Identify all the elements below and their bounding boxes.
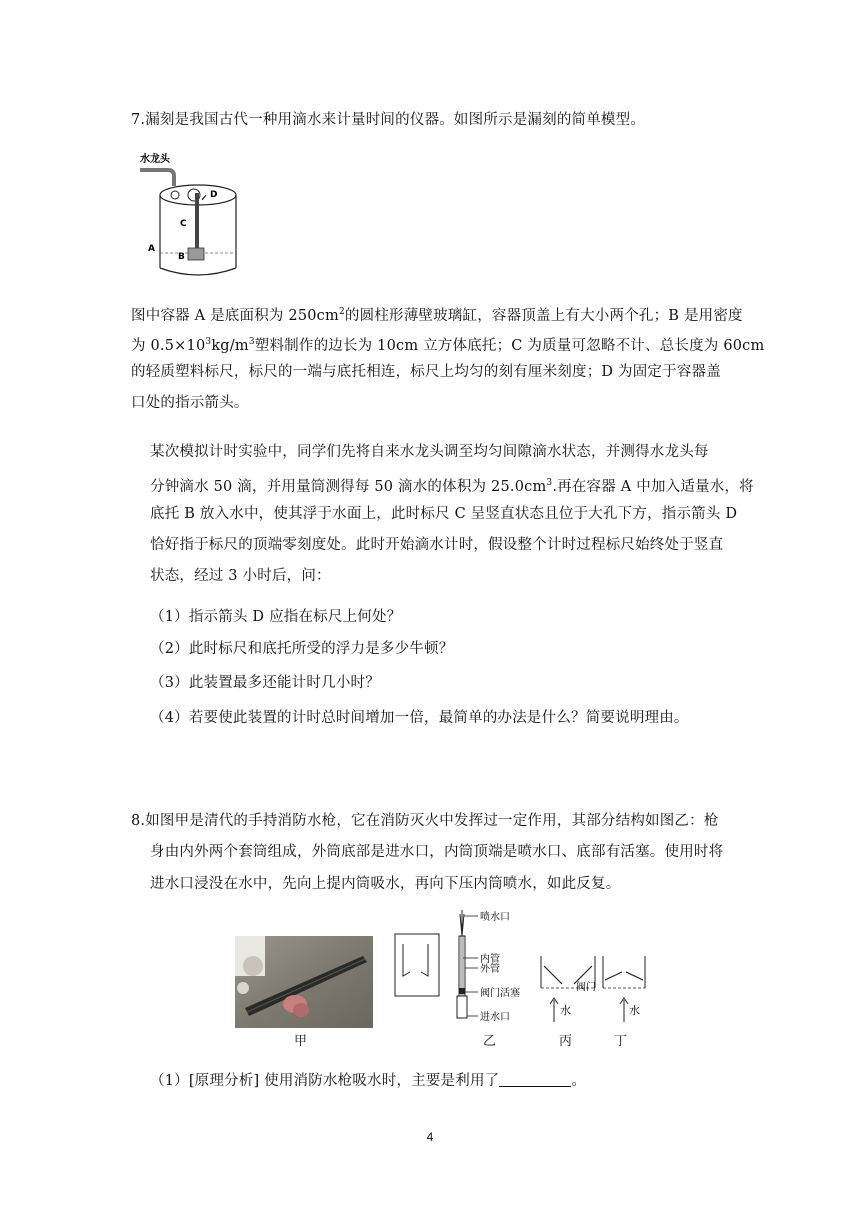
fire-water-gun-photo (235, 936, 373, 1028)
inner-tube-label: 内管 (480, 954, 500, 965)
clepsydra-figure (138, 148, 248, 278)
label-c: C (180, 219, 187, 229)
q7-desc-line1: 图中容器 A 是底面积为 $250cm^2$的圆柱形薄壁玻璃缸，容器顶盖上有大小两个孔；B 是用密度 (131, 307, 743, 324)
q8-line2: 身由内外两个套筒组成，外筒底部是进水口，内筒顶端是喷水口、底部有活塞。使用时将 (150, 844, 724, 860)
valve-piston-label: 阀门活塞 (480, 988, 520, 999)
ruler-c (195, 193, 199, 255)
outer-tube-label: 外管 (480, 964, 500, 975)
q7-sub3: （3）此装置最多还能计时几小时？ (150, 675, 380, 691)
answer-blank[interactable] (499, 1070, 571, 1087)
q8-line3: 进水口浸没在水中，先向上提内筒吸水，再向下压内筒喷水，如此反复。 (150, 876, 621, 892)
q7-sub4: （4）若要使此装置的计时总时间增加一倍，最简单的办法是什么？简要说明理由。 (150, 710, 689, 726)
valve-diagram-ding (598, 954, 658, 1030)
label-b: B (178, 252, 185, 262)
valve-label: 阀门 (576, 982, 596, 993)
q7-exp-line4: 恰好指于标尺的顶端零刻度处。此时开始滴水计时，假设整个计时过程标尺始终处于竖直 (150, 537, 724, 553)
q7-sub2: （2）此时标尺和底托所受的浮力是多少牛顿？ (150, 641, 454, 657)
fig-bing-label: 丙 (559, 1034, 573, 1049)
q7-exp-line2: 分钟滴水 50 滴，并用量筒测得每 50 滴水的体积为 $25.0cm^3$.再在容器 A 中加入适量水，将 (150, 478, 754, 495)
q7-desc-line4: 口处的指示箭头。 (131, 395, 249, 411)
block-b (188, 248, 204, 260)
faucet-label: 水龙头 (140, 154, 170, 165)
water-label-ding: 水 (629, 1004, 640, 1017)
label-a: A (148, 244, 155, 254)
fig-jia-label: 甲 (294, 1034, 308, 1049)
water-label-bing: 水 (560, 1004, 571, 1017)
valve-diagram-bing (536, 954, 606, 1030)
fig-ding-label: 丁 (614, 1034, 628, 1049)
fig-yi-label: 乙 (483, 1034, 497, 1049)
structure-diagram-yi (390, 906, 530, 1036)
q8-line1: 8.如图甲是清代的手持消防水枪，它在消防灭火中发挥过一定作用，其部分结构如图乙：枪 (131, 813, 719, 829)
page-number: 4 (426, 1130, 434, 1144)
faucet-icon (140, 170, 174, 186)
nozzle-label: 喷水口 (480, 912, 510, 923)
q7-exp-line5: 状态，经过 3 小时后，问： (150, 568, 331, 584)
label-d: D (210, 190, 218, 200)
q7-sub1: （1）指示箭头 D 应指在标尺上何处？ (150, 609, 402, 625)
inlet-label: 进水口 (480, 1012, 510, 1023)
q7-exp-line1: 某次模拟计时实验中，同学们先将自来水龙头调至均匀间隙滴水状态，并测得水龙头每 (150, 444, 709, 460)
q7-desc-line2: 为 $0.5\times 10^3kg/m^3$塑料制作的边长为 10cm 立方体底托；C 为质量可忽略不计、总长度为 60cm (131, 337, 765, 354)
q8-sub1: （1）[原理分析] 使用消防水枪吸水时，主要是利用了 。 (150, 1070, 586, 1092)
q7-desc-line3: 的轻质塑料标尺，标尺的一端与底托相连，标尺上均匀的刻有厘米刻度；D 为固定于容器盖 (131, 364, 721, 380)
q7-exp-line3: 底托 B 放入水中，使其浮于水面上，此时标尺 C 呈竖直状态且位于大孔下方，指示箭头 D (150, 506, 738, 522)
q7-title: 7.漏刻是我国古代一种用滴水来计量时间的仪器。如图所示是漏刻的简单模型。 (131, 112, 646, 128)
